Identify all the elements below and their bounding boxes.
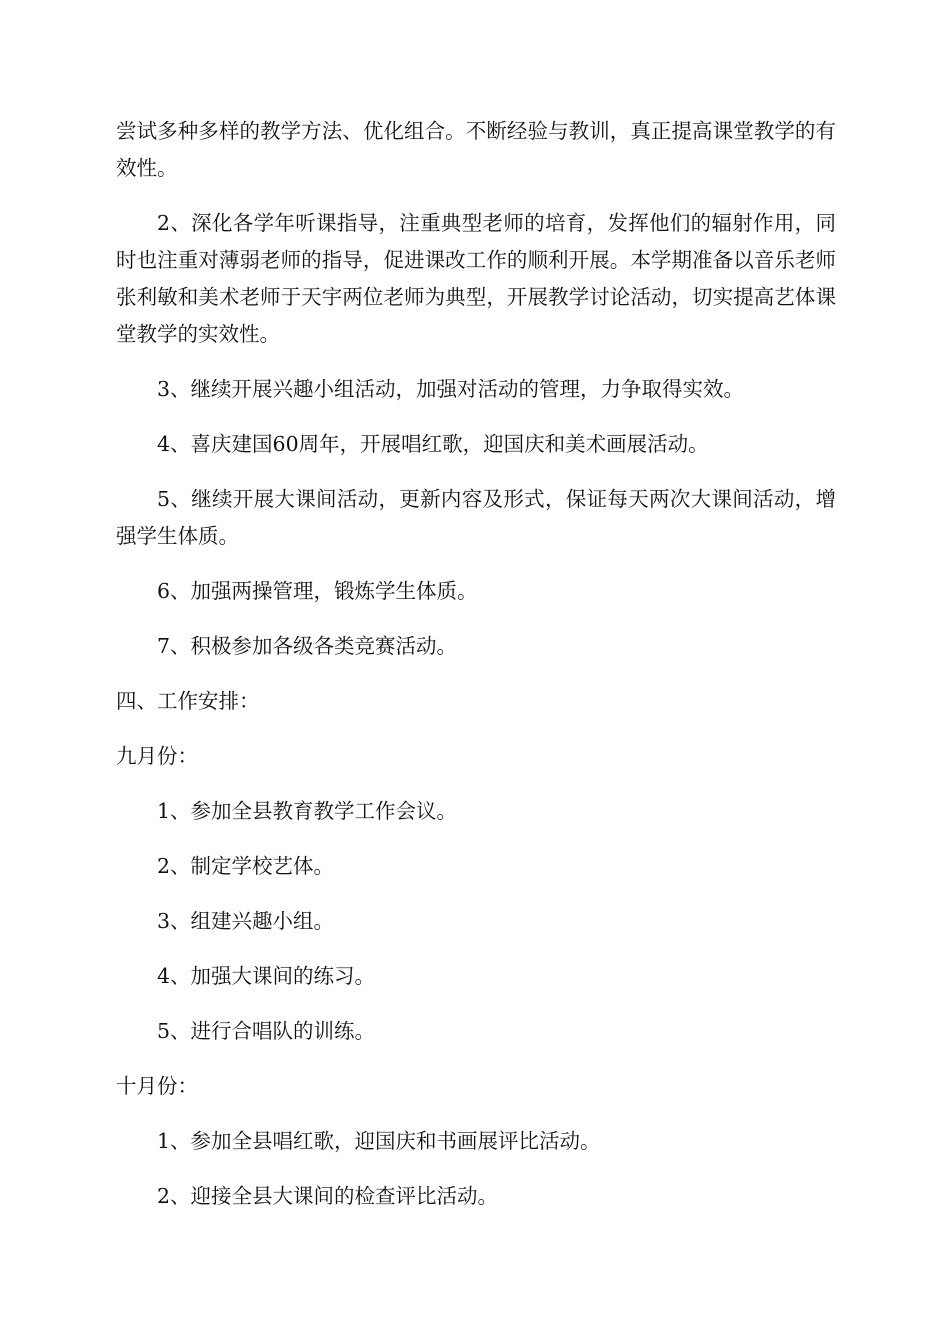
month-heading-october: 十月份：	[116, 1074, 198, 1098]
september-item-5: 5、进行合唱队的训练。	[157, 1019, 376, 1043]
month-heading-september: 九月份：	[116, 744, 198, 768]
paragraph-item-3: 3、继续开展兴趣小组活动，加强对活动的管理，力争取得实效。	[157, 377, 745, 401]
september-item-3: 3、组建兴趣小组。	[157, 909, 335, 933]
paragraph-teaching-methods: 尝试多种多样的教学方法、优化组合。不断经验与教训，真正提高课堂教学的有效性。	[116, 119, 836, 180]
september-item-1: 1、参加全县教育教学工作会议。	[157, 799, 458, 823]
paragraph-item-6: 6、加强两操管理，锻炼学生体质。	[157, 579, 478, 603]
section-heading-work-arrangement: 四、工作安排：	[116, 689, 260, 713]
september-item-2: 2、制定学校艺体。	[157, 854, 335, 878]
paragraph-item-5: 5、继续开展大课间活动，更新内容及形式，保证每天两次大课间活动，增强学生体质。	[116, 487, 836, 548]
september-item-4: 4、加强大课间的练习。	[157, 964, 376, 988]
paragraph-item-7: 7、积极参加各级各类竞赛活动。	[157, 634, 458, 658]
document-body	[116, 113, 836, 1233]
october-item-1: 1、参加全县唱红歌，迎国庆和书画展评比活动。	[157, 1129, 601, 1153]
october-item-2: 2、迎接全县大课间的检查评比活动。	[157, 1184, 499, 1208]
paragraph-item-2: 2、深化各学年听课指导，注重典型老师的培育，发挥他们的辐射作用，同时也注重对薄弱老师的指导，促进课改工作的顺利开展。本学期准备以音乐老师张利敏和美术老师于天宇两位老师为典型，开展教学讨论活动，切实提高艺体课堂教学的实效性。	[116, 211, 836, 346]
paragraph-item-4: 4、喜庆建国60周年，开展唱红歌，迎国庆和美术画展活动。	[157, 432, 709, 456]
